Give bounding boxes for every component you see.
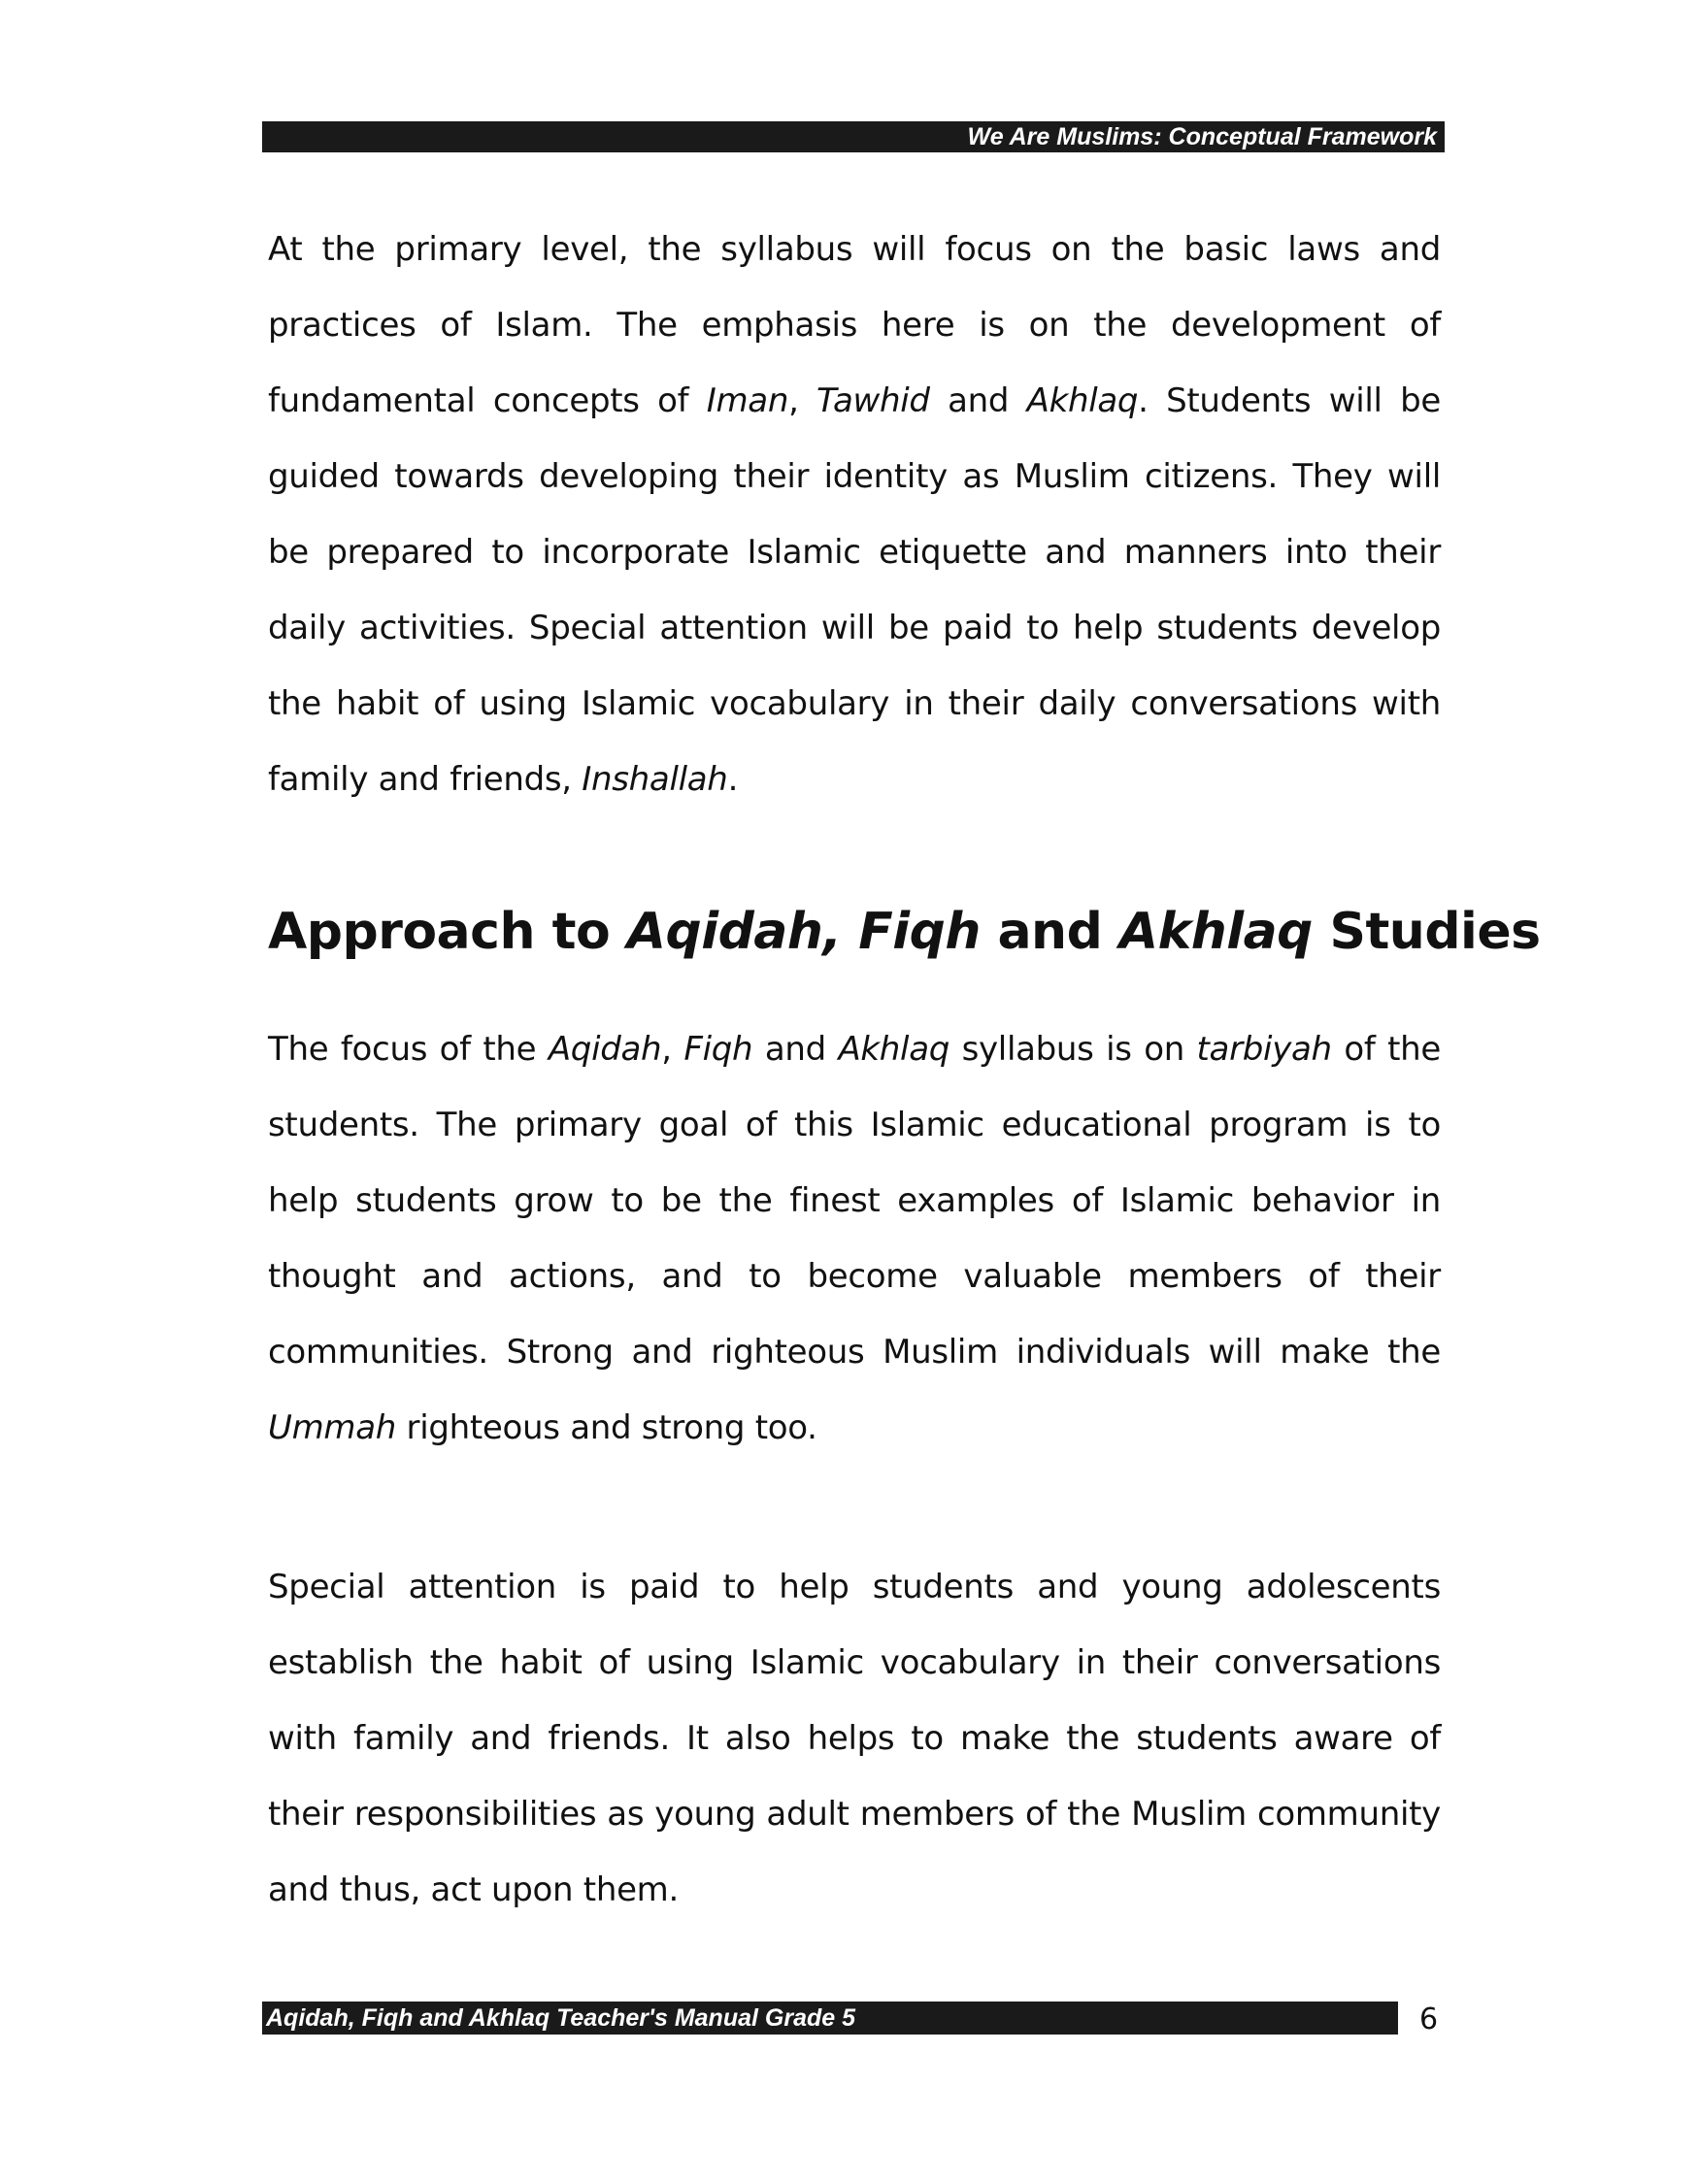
footer-bar [262,2002,1398,2035]
running-header: We Are Muslims: Conceptual Framework [967,123,1437,150]
vocabulary-paragraph: Special attention is paid to help students and young adolescents establish the habit of using Islamic vocabulary in their conversations with family and friends. It also helps to make the students aware of their responsibilities as young adult members of the Muslim community and thus, act upon them. [268,1568,1441,1909]
section-heading: Approach to Aqidah, Fiqh and Akhlaq Studies [268,903,1541,961]
page-number: 6 [1419,2002,1439,2036]
header-bar [262,121,1445,152]
running-footer: Aqidah, Fiqh and Akhlaq Teacher's Manual Grade 5 [266,2004,855,2032]
intro-paragraph: At the primary level, the syllabus will focus on the basic laws and practices of Islam. The emphasis here is on the development of fundamental concepts of Iman, Tawhid and Akhlaq. Students will be guided towards developing their identity as Muslim citizens. They will be prepared to incorporate Islamic etiquette and manners into their daily activities. Special attention will be paid to help students develop the habit of using Islamic vocabulary in their daily conversations with family and friends, Inshallah. [268,230,1441,799]
approach-paragraph: The focus of the Aqidah, Fiqh and Akhlaq syllabus is on tarbiyah of the students. The primary goal of this Islamic educational program is to help students grow to be the finest examples of Islamic behavior in thought and actions, and to become valuable members of their communities. Strong and righteous Muslim individuals will make the Ummah righteous and strong too. [268,1030,1441,1447]
